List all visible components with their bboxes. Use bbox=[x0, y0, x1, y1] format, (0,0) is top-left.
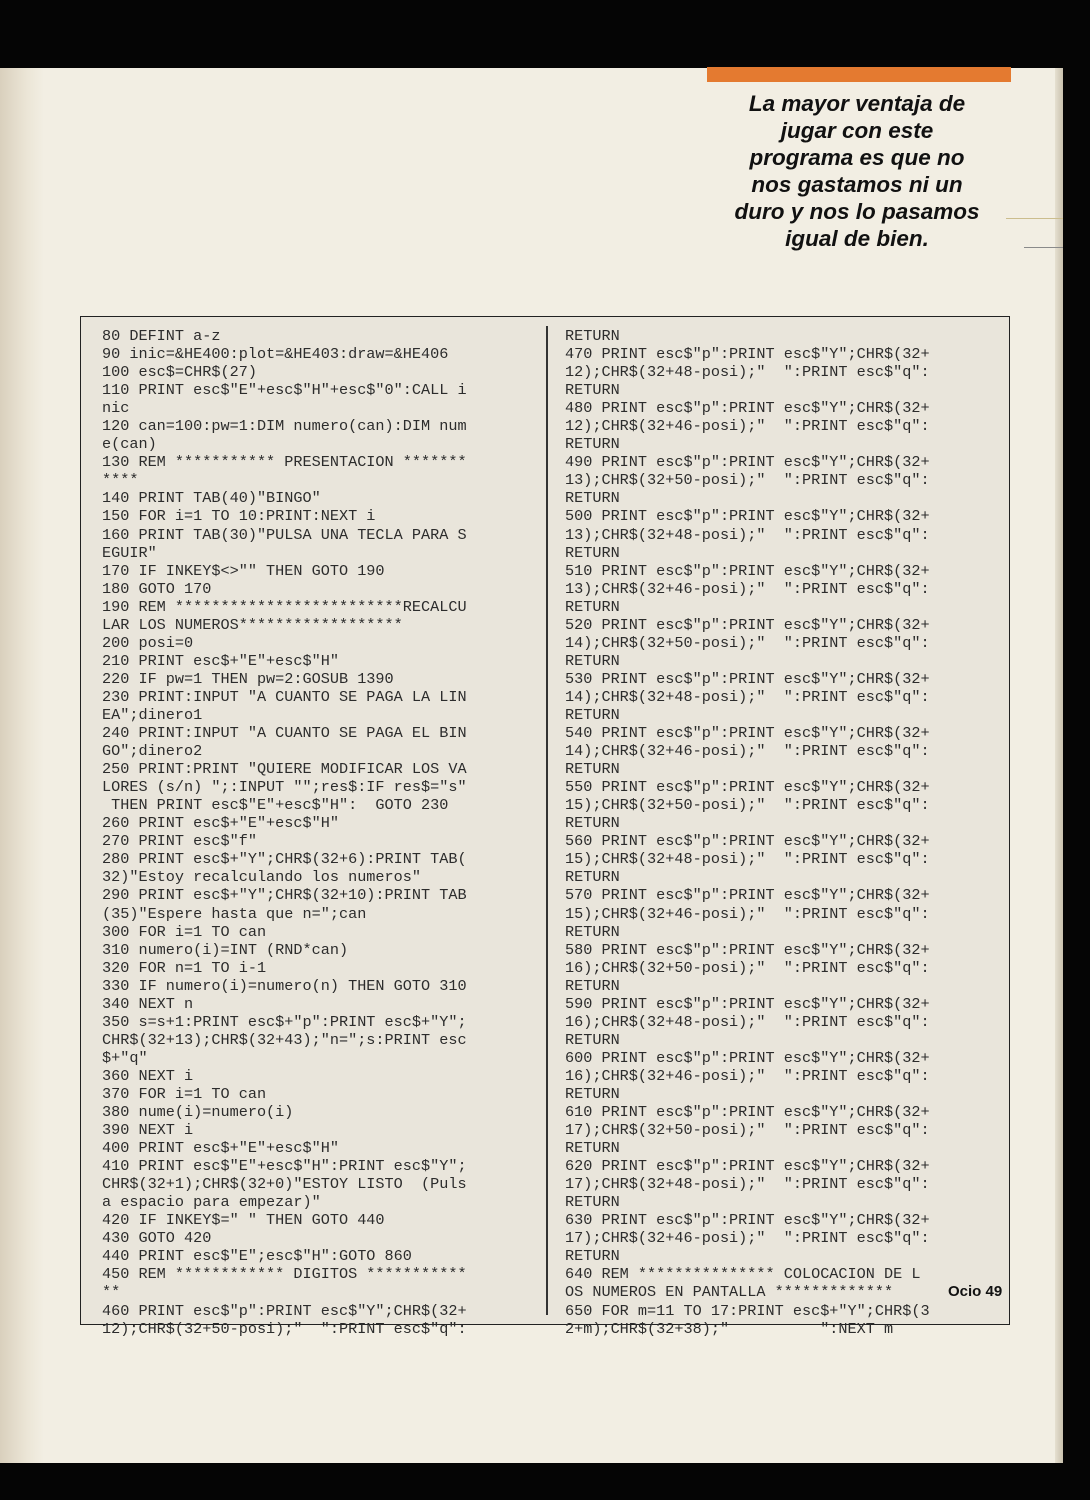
code-line: 280 PRINT esc$+"Y";CHR$(32+6):PRINT TAB( bbox=[102, 850, 467, 869]
code-line: EA";dinero1 bbox=[102, 705, 203, 724]
code-line: RETURN bbox=[565, 543, 620, 562]
code-line: 170 IF INKEY$<>"" THEN GOTO 190 bbox=[102, 561, 385, 580]
code-line: 80 DEFINT a-z bbox=[102, 327, 221, 345]
code-line: THEN PRINT esc$"E"+esc$"H": GOTO 230 bbox=[102, 796, 449, 815]
code-line: 610 PRINT esc$"p":PRINT esc$"Y";CHR$(32+ bbox=[565, 1103, 930, 1122]
code-line: 190 REM *************************RECALCU bbox=[102, 597, 467, 616]
code-line: 550 PRINT esc$"p":PRINT esc$"Y";CHR$(32+ bbox=[565, 778, 930, 797]
code-line: RETURN bbox=[565, 814, 620, 833]
code-line: 240 PRINT:INPUT "A CUANTO SE PAGA EL BIN bbox=[102, 724, 467, 743]
code-line: 14);CHR$(32+48-posi);" ":PRINT esc$"q": bbox=[565, 687, 930, 706]
code-line: 380 nume(i)=numero(i) bbox=[102, 1103, 294, 1122]
code-line: 540 PRINT esc$"p":PRINT esc$"Y";CHR$(32+ bbox=[565, 724, 930, 743]
code-line: 360 NEXT i bbox=[102, 1066, 194, 1085]
code-line: RETURN bbox=[565, 976, 620, 995]
code-line: 16);CHR$(32+50-posi);" ":PRINT esc$"q": bbox=[565, 958, 930, 977]
code-line: e(can) bbox=[102, 435, 157, 454]
code-line: RETURN bbox=[565, 381, 620, 400]
code-line: 110 PRINT esc$"E"+esc$"H"+esc$"0":CALL i bbox=[102, 381, 467, 400]
code-line: 570 PRINT esc$"p":PRINT esc$"Y";CHR$(32+ bbox=[565, 886, 930, 905]
code-line: 12);CHR$(32+48-posi);" ":PRINT esc$"q": bbox=[565, 363, 930, 382]
code-line: 150 FOR i=1 TO 10:PRINT:NEXT i bbox=[102, 507, 376, 526]
code-line: 310 numero(i)=INT (RND*can) bbox=[102, 940, 349, 959]
code-line: 17);CHR$(32+48-posi);" ":PRINT esc$"q": bbox=[565, 1175, 930, 1194]
code-line: CHR$(32+13);CHR$(32+43);"n=";s:PRINT esc bbox=[102, 1030, 467, 1049]
code-line: 420 IF INKEY$=" " THEN GOTO 440 bbox=[102, 1211, 385, 1230]
code-line: 520 PRINT esc$"p":PRINT esc$"Y";CHR$(32+ bbox=[565, 615, 930, 634]
decorative-rule bbox=[1006, 218, 1063, 219]
code-line: 32)"Estoy recalculando los numeros" bbox=[102, 868, 421, 887]
code-line: 600 PRINT esc$"p":PRINT esc$"Y";CHR$(32+ bbox=[565, 1048, 930, 1067]
code-line: 15);CHR$(32+50-posi);" ":PRINT esc$"q": bbox=[565, 796, 930, 815]
column-divider bbox=[546, 326, 548, 1315]
code-line: RETURN bbox=[565, 1139, 620, 1158]
code-line: 17);CHR$(32+50-posi);" ":PRINT esc$"q": bbox=[565, 1121, 930, 1140]
code-line: LORES (s/n) ";:INPUT "";res$:IF res$="s" bbox=[102, 778, 467, 797]
code-line: CHR$(32+1);CHR$(32+0)"ESTOY LISTO (Puls bbox=[102, 1175, 467, 1194]
code-line: 470 PRINT esc$"p":PRINT esc$"Y";CHR$(32+ bbox=[565, 345, 930, 364]
code-line: 260 PRINT esc$+"E"+esc$"H" bbox=[102, 814, 339, 833]
code-line: 300 FOR i=1 TO can bbox=[102, 922, 267, 941]
code-line: 12);CHR$(32+46-posi);" ":PRINT esc$"q": bbox=[565, 417, 930, 436]
code-line: 200 posi=0 bbox=[102, 633, 194, 652]
code-line: RETURN bbox=[565, 1193, 620, 1212]
code-line: 90 inic=&HE400:plot=&HE403:draw=&HE406 bbox=[102, 345, 449, 364]
code-line: 530 PRINT esc$"p":PRINT esc$"Y";CHR$(32+ bbox=[565, 669, 930, 688]
code-line: 480 PRINT esc$"p":PRINT esc$"Y";CHR$(32+ bbox=[565, 399, 930, 418]
code-line: 13);CHR$(32+48-posi);" ":PRINT esc$"q": bbox=[565, 525, 930, 544]
code-line: 2+m);CHR$(32+38);" ":NEXT m bbox=[565, 1319, 894, 1338]
code-line: 390 NEXT i bbox=[102, 1121, 194, 1140]
code-line: 16);CHR$(32+46-posi);" ":PRINT esc$"q": bbox=[565, 1066, 930, 1085]
code-line: 340 NEXT n bbox=[102, 994, 194, 1013]
code-line: 500 PRINT esc$"p":PRINT esc$"Y";CHR$(32+ bbox=[565, 507, 930, 526]
code-line: 13);CHR$(32+50-posi);" ":PRINT esc$"q": bbox=[565, 471, 930, 490]
code-line: RETURN bbox=[565, 1247, 620, 1266]
code-line: 270 PRINT esc$"f" bbox=[102, 832, 257, 851]
code-line: 330 IF numero(i)=numero(n) THEN GOTO 310 bbox=[102, 976, 467, 995]
pull-quote: La mayor ventaja de jugar con este programa es que no nos gastamos ni un duro y nos lo pasamos igual de bien. bbox=[734, 91, 980, 251]
code-line: 620 PRINT esc$"p":PRINT esc$"Y";CHR$(32+ bbox=[565, 1157, 930, 1176]
code-line: 320 FOR n=1 TO i-1 bbox=[102, 958, 267, 977]
code-line: 15);CHR$(32+46-posi);" ":PRINT esc$"q": bbox=[565, 904, 930, 923]
code-line: 14);CHR$(32+46-posi);" ":PRINT esc$"q": bbox=[565, 742, 930, 761]
code-line: RETURN bbox=[565, 327, 620, 345]
code-line: 400 PRINT esc$+"E"+esc$"H" bbox=[102, 1139, 339, 1158]
code-line: 350 s=s+1:PRINT esc$+"p":PRINT esc$+"Y"; bbox=[102, 1012, 467, 1031]
page-edge-shadow bbox=[1055, 68, 1063, 1463]
code-line: **** bbox=[102, 471, 139, 490]
decorative-rule bbox=[1024, 247, 1063, 248]
code-line: 16);CHR$(32+48-posi);" ":PRINT esc$"q": bbox=[565, 1012, 930, 1031]
code-line: 15);CHR$(32+48-posi);" ":PRINT esc$"q": bbox=[565, 850, 930, 869]
code-line: 220 IF pw=1 THEN pw=2:GOSUB 1390 bbox=[102, 669, 394, 688]
code-line: 180 GOTO 170 bbox=[102, 579, 212, 598]
code-line: 560 PRINT esc$"p":PRINT esc$"Y";CHR$(32+ bbox=[565, 832, 930, 851]
code-line: 440 PRINT esc$"E";esc$"H":GOTO 860 bbox=[102, 1247, 412, 1266]
code-line: 17);CHR$(32+46-posi);" ":PRINT esc$"q": bbox=[565, 1229, 930, 1248]
page-number: Ocio 49 bbox=[948, 1283, 1003, 1300]
code-line: 450 REM ************ DIGITOS *********** bbox=[102, 1265, 467, 1284]
code-line: RETURN bbox=[565, 435, 620, 454]
code-line: RETURN bbox=[565, 760, 620, 779]
code-line: a espacio para empezar)" bbox=[102, 1193, 321, 1212]
code-line: 130 REM *********** PRESENTACION ******* bbox=[102, 453, 467, 472]
code-line: 14);CHR$(32+50-posi);" ":PRINT esc$"q": bbox=[565, 633, 930, 652]
code-line: 410 PRINT esc$"E"+esc$"H":PRINT esc$"Y"; bbox=[102, 1157, 467, 1176]
code-line: 640 REM *************** COLOCACION DE L bbox=[565, 1265, 921, 1284]
code-line: 370 FOR i=1 TO can bbox=[102, 1084, 267, 1103]
pull-quote-accent-bar bbox=[707, 67, 1011, 82]
code-line: 590 PRINT esc$"p":PRINT esc$"Y";CHR$(32+ bbox=[565, 994, 930, 1013]
code-column-right bbox=[565, 327, 1005, 1338]
code-line: RETURN bbox=[565, 1084, 620, 1103]
code-line: 580 PRINT esc$"p":PRINT esc$"Y";CHR$(32+ bbox=[565, 940, 930, 959]
code-line: 120 can=100:pw=1:DIM numero(can):DIM num bbox=[102, 417, 467, 436]
code-line: 630 PRINT esc$"p":PRINT esc$"Y";CHR$(32+ bbox=[565, 1211, 930, 1230]
code-line: RETURN bbox=[565, 868, 620, 887]
code-line: nic bbox=[102, 399, 130, 418]
code-line: ** bbox=[102, 1283, 121, 1302]
code-line: 650 FOR m=11 TO 17:PRINT esc$+"Y";CHR$(3 bbox=[565, 1301, 930, 1320]
code-line: 100 esc$=CHR$(27) bbox=[102, 363, 257, 382]
code-line: OS NUMEROS EN PANTALLA ************* bbox=[565, 1283, 894, 1302]
code-line: $+"q" bbox=[102, 1048, 148, 1067]
code-line: RETURN bbox=[565, 705, 620, 724]
code-line: 230 PRINT:INPUT "A CUANTO SE PAGA LA LIN bbox=[102, 687, 467, 706]
code-line: 13);CHR$(32+46-posi);" ":PRINT esc$"q": bbox=[565, 579, 930, 598]
code-line: RETURN bbox=[565, 651, 620, 670]
code-line: RETURN bbox=[565, 489, 620, 508]
code-line: 12);CHR$(32+50-posi);" ":PRINT esc$"q": bbox=[102, 1319, 467, 1338]
code-line: RETURN bbox=[565, 597, 620, 616]
code-line: 250 PRINT:PRINT "QUIERE MODIFICAR LOS VA bbox=[102, 760, 467, 779]
page-binding-shadow bbox=[0, 68, 44, 1463]
code-line: (35)"Espere hasta que n=";can bbox=[102, 904, 367, 923]
code-line: RETURN bbox=[565, 1030, 620, 1049]
code-line: 460 PRINT esc$"p":PRINT esc$"Y";CHR$(32+ bbox=[102, 1301, 467, 1320]
code-line: 510 PRINT esc$"p":PRINT esc$"Y";CHR$(32+ bbox=[565, 561, 930, 580]
code-line: 160 PRINT TAB(30)"PULSA UNA TECLA PARA S bbox=[102, 525, 467, 544]
code-line: 140 PRINT TAB(40)"BINGO" bbox=[102, 489, 321, 508]
code-column-left bbox=[102, 327, 538, 1338]
code-line: 290 PRINT esc$+"Y";CHR$(32+10):PRINT TAB bbox=[102, 886, 467, 905]
code-line: EGUIR" bbox=[102, 543, 157, 562]
code-line: LAR LOS NUMEROS****************** bbox=[102, 615, 403, 634]
code-line: 430 GOTO 420 bbox=[102, 1229, 212, 1248]
code-line: RETURN bbox=[565, 922, 620, 941]
code-line: 210 PRINT esc$+"E"+esc$"H" bbox=[102, 651, 339, 670]
code-line: GO";dinero2 bbox=[102, 742, 203, 761]
code-line: 490 PRINT esc$"p":PRINT esc$"Y";CHR$(32+ bbox=[565, 453, 930, 472]
